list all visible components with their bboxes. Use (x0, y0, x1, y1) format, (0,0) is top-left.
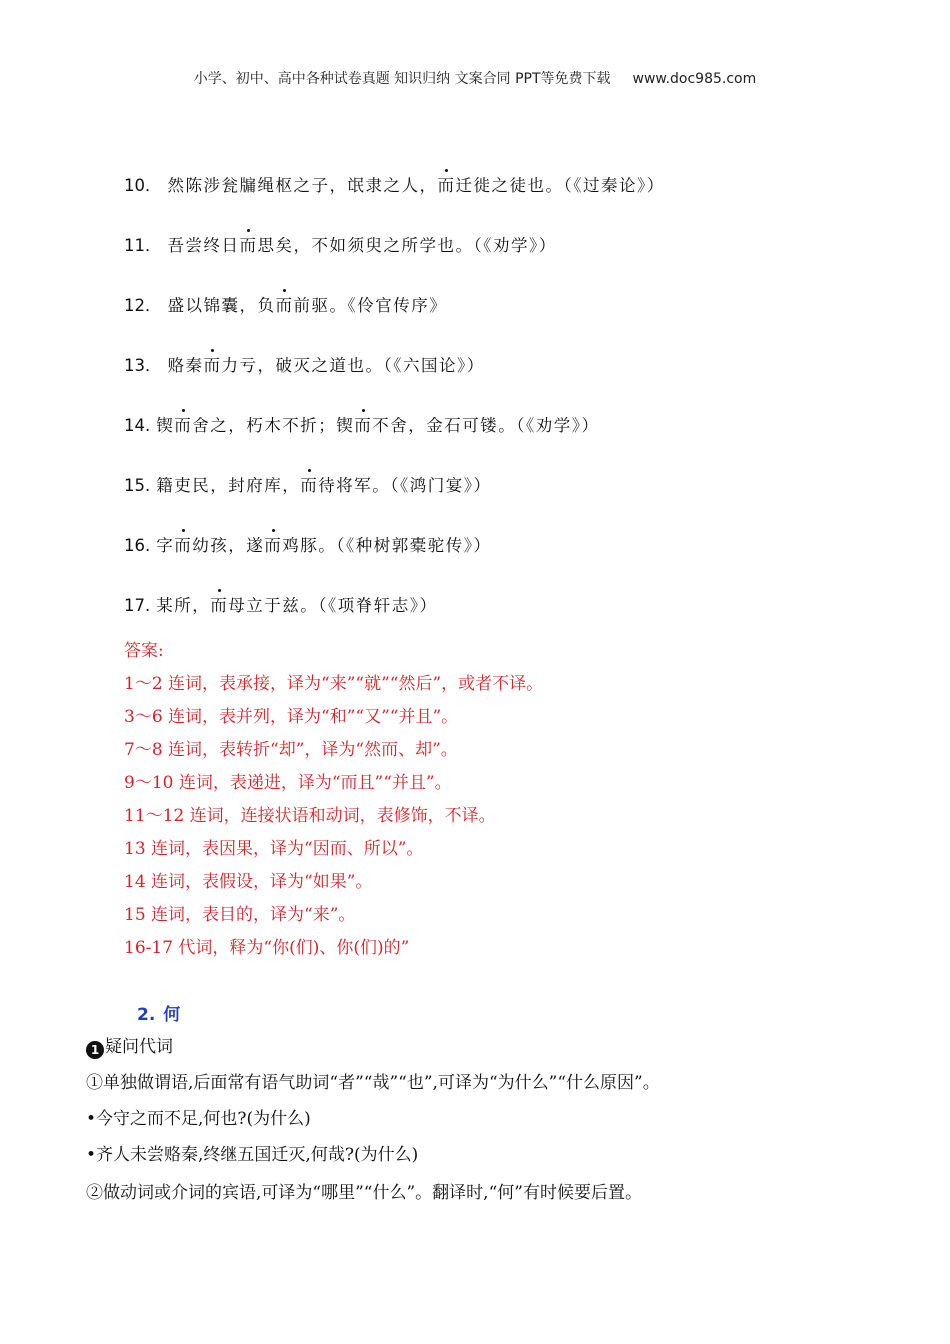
body-line: ①单独做谓语,后面常有语气助词“者”“哉”“也”,可译为“为什么”“什么原因”。 (86, 1073, 660, 1093)
question-number: 16. (124, 536, 151, 555)
question-text: 幼孩，遂 (192, 536, 265, 555)
question-text: 鸡豚。（《种树郭橐驼传》） (282, 536, 492, 555)
question-text: 迁徙之徒也。（《过秦论》） (455, 176, 665, 195)
emphasis-char: 而 (300, 476, 319, 495)
emphasis-char: 而 (203, 356, 222, 375)
emphasis-char: 而 (275, 296, 294, 315)
subheading-text: 疑问代词 (105, 1037, 173, 1057)
example-line: •今守之而不足,何也?(为什么) (86, 1109, 311, 1129)
question-number: 17. (124, 596, 151, 615)
body-line: ②做动词或介词的宾语,可译为“哪里”“什么”。翻译时,“何”有时候要后置。 (86, 1183, 642, 1203)
question-14 (124, 412, 600, 436)
answer-line: 14 连词，表假设，译为“如果”。 (124, 872, 373, 892)
answer-line: 3～6 连词，表并列，译为“和”“又”“并且”。 (124, 707, 459, 727)
answer-line: 13 连词，表因果，译为“因而、所以”。 (124, 839, 424, 859)
question-text: 母立于兹。（《项脊轩志》） (228, 596, 438, 615)
question-text: 舍之，朽木不折；锲 (192, 416, 355, 435)
answer-line: 15 连词，表目的，译为“来”。 (124, 905, 356, 925)
emphasis-char: 而 (264, 536, 283, 555)
question-number: 13． (124, 356, 162, 375)
question-text: 锲 (156, 416, 175, 435)
question-11 (124, 232, 557, 256)
emphasis-char: 而 (174, 536, 193, 555)
section-number: 2. (137, 1005, 156, 1025)
question-number: 12． (124, 296, 162, 315)
question-text: 前驱。《伶官传序》 (293, 296, 448, 315)
subheading (86, 1032, 173, 1059)
question-text: 盛以锦囊，负 (167, 296, 276, 315)
question-text: 赂秦 (167, 356, 204, 375)
example-line: •齐人未尝赂秦,终继五国迁灭,何哉?(为什么) (86, 1145, 419, 1165)
emphasis-char: 而 (210, 596, 229, 615)
question-number: 11． (124, 236, 162, 255)
question-10 (124, 172, 665, 196)
question-text: 思矣，不如须臾之所学也。（《劝学》） (257, 236, 557, 255)
emphasis-char: 而 (354, 416, 373, 435)
answer-line: 11～12 连词，连接状语和动词，表修饰，不译。 (124, 806, 496, 826)
question-16 (124, 532, 492, 556)
emphasis-char: 而 (239, 236, 258, 255)
question-17 (124, 592, 438, 616)
question-text: 待将军。（《鸿门宴》） (318, 476, 492, 495)
answer-line: 7～8 连词，表转折“却”，译为“然而、却”。 (124, 740, 458, 760)
number-badge-icon: 1 (86, 1041, 104, 1059)
section-word: 何 (163, 1005, 181, 1025)
question-text: 字 (156, 536, 175, 555)
question-text: 某所， (156, 596, 211, 615)
header-text: 小学、初中、高中各种试卷真题 知识归纳 文案合同 PPT等免费下载 (193, 71, 611, 87)
question-text: 不舍，金石可镂。（《劝学》） (372, 416, 600, 435)
question-text: 力亏，破灭之道也。（《六国论》） (221, 356, 485, 375)
question-13 (124, 352, 485, 376)
question-number: 10． (124, 176, 162, 195)
question-number: 14. (124, 416, 151, 435)
header-url[interactable]: www.doc985.com (632, 71, 757, 87)
question-15 (124, 472, 492, 496)
answer-line: 9～10 连词，表递进，译为“而且”“并且”。 (124, 773, 452, 793)
answer-line: 1～2 连词，表承接，译为“来”“就”“然后”，或者不译。 (124, 674, 544, 694)
question-text: 籍吏民，封府库， (156, 476, 301, 495)
answer-title: 答案: (124, 641, 164, 661)
emphasis-char: 而 (437, 176, 456, 195)
question-text: 然陈涉瓮牖绳枢之子，氓隶之人， (167, 176, 438, 195)
question-number: 15. (124, 476, 151, 495)
emphasis-char: 而 (174, 416, 193, 435)
page-header (0, 68, 950, 88)
question-12 (124, 292, 447, 316)
answer-line: 16-17 代词，释为“你(们)、你(们)的” (124, 938, 410, 958)
section-heading (137, 1000, 180, 1025)
question-text: 吾尝终日 (167, 236, 240, 255)
